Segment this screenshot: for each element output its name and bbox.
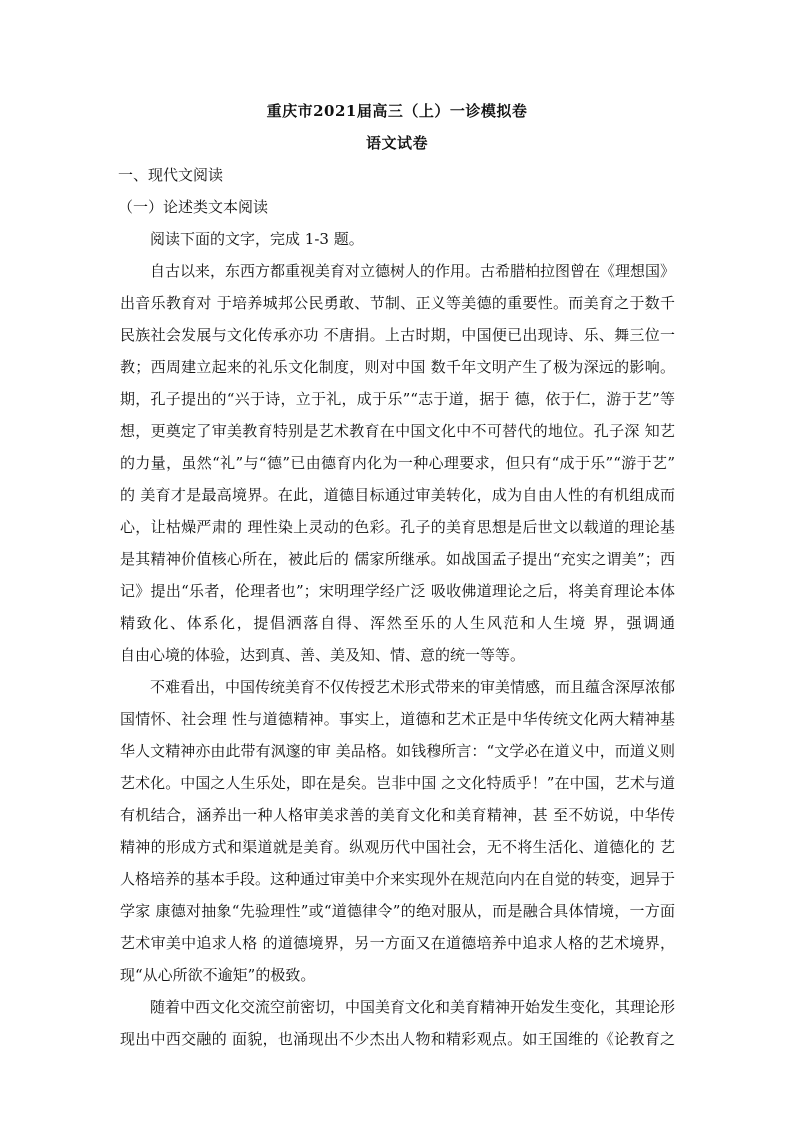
document-subtitle: 语文试卷: [365, 134, 428, 152]
document-title: 重庆市2021届高三（上）一诊模拟卷: [266, 102, 528, 120]
text-line: 自由心境的体验，达到真、善、美及知、情、意的统一等等。: [120, 646, 526, 664]
text-line: 有机结合，涵养出一种人格审美求善的美育文化和美育精神，甚 至不妨说，中华传: [120, 806, 675, 824]
instruction-line: 阅读下面的文字，完成 1-3 题。: [150, 230, 364, 248]
text-line: 期，孔子提出的“兴于诗，立于礼，成于乐”“志于道，据于 德，依于仁，游于艺”等: [120, 390, 675, 408]
text-line: 的力量，虽然“礼”与“德”已由德育内化为一种心理要求，但只有“成于乐”“游于艺”: [120, 454, 675, 472]
text-line: 现出中西交融的 面貌，也涌现出不少杰出人物和精彩观点。如王国维的《论教育之: [120, 1030, 675, 1048]
text-line: 学家 康德对抽象“先验理性”或“道德律令”的绝对服从，而是融合具体情境，一方面: [120, 902, 675, 920]
text-line: 人格培养的基本手段。这种通过审美中介来实现外在规范向内在自觉的转变，迥异于: [120, 870, 675, 888]
text-line: 教；西周建立起来的礼乐文化制度，则对中国 数千年文明产生了极为深远的影响。: [120, 358, 675, 376]
text-line: 艺术化。中国之人生乐处，即在是矣。岂非中国 之文化特质乎！”在中国，艺术与道: [120, 774, 675, 792]
text-line: 精神的形成方式和渠道就是美育。纵观历代中国社会，无不将生活化、道德化的 艺: [120, 838, 675, 856]
text-line: 不难看出，中国传统美育不仅传授艺术形式带来的审美情感，而且蕴含深厚浓郁: [150, 678, 675, 696]
text-line: 随着中西文化交流空前密切，中国美育文化和美育精神开始发生变化，其理论形: [150, 998, 675, 1016]
text-line: 的 美育才是最高境界。在此，道德目标通过审美转化，成为自由人性的有机组成而: [120, 486, 675, 504]
text-line: 艺术审美中追求人格 的道德境界，另一方面又在道德培养中追求人格的艺术境界，: [120, 934, 675, 952]
text-line: 心，让枯燥严肃的 理性染上灵动的色彩。孔子的美育思想是后世文以载道的理论基: [120, 518, 675, 536]
subsection-heading: （一）论述类文本阅读: [118, 198, 269, 216]
section-heading: 一、现代文阅读: [118, 166, 224, 184]
text-line: 出音乐教育对 于培养城邦公民勇敢、节制、正义等美德的重要性。而美育之于数千: [120, 294, 675, 312]
text-line: 自古以来，东西方都重视美育对立德树人的作用。古希腊柏拉图曾在《理想国》: [150, 262, 675, 280]
text-line: 是其精神价值核心所在，被此后的 儒家所继承。如战国孟子提出“充实之谓美”；西: [120, 550, 675, 568]
text-line: 精致化、体系化，提倡洒落自得、浑然至乐的人生风范和人生境 界，强调通: [120, 614, 675, 632]
text-line: 民族社会发展与文化传承亦功 不唐捐。上古时期，中国便已出现诗、乐、舞三位一: [120, 326, 675, 344]
text-line: 现“从心所欲不逾矩”的极致。: [120, 966, 316, 984]
text-line: 记》提出“乐者，伦理者也”；宋明理学经广泛 吸收佛道理论之后，将美育理论本体: [120, 582, 675, 600]
text-line: 华人文精神亦由此带有沨邃的审 美品格。如钱穆所言：“文学必在道义中，而道义则: [120, 742, 675, 760]
text-line: 想，更奠定了审美教育特别是艺术教育在中国文化中不可替代的地位。孔子深 知艺: [120, 422, 675, 440]
text-line: 国情怀、社会理 性与道德精神。事实上，道德和艺术正是中华传统文化两大精神基: [120, 710, 675, 728]
